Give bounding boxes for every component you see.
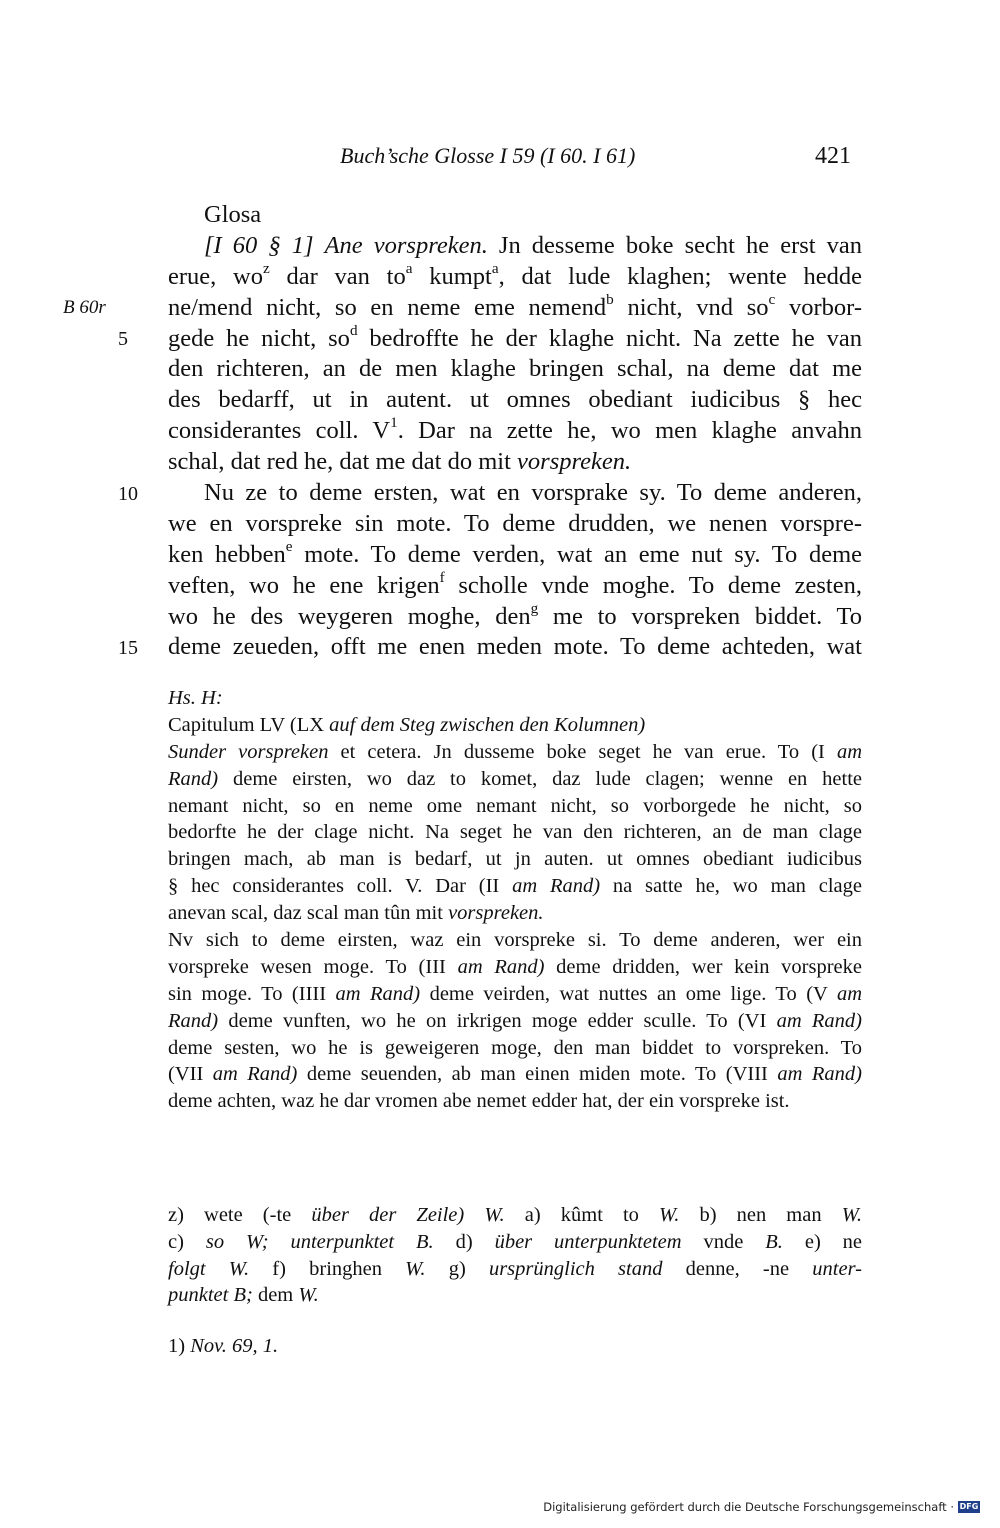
text-line: den richteren, an de men klaghe bringen schal, na deme dat me <box>168 355 862 383</box>
footnote-marker: a <box>405 259 413 277</box>
variant-line <box>168 766 862 793</box>
text-line: Nu ze to deme ersten, wat en vorsprake sy. To deme anderen, <box>204 479 862 507</box>
running-title: Buch’sche Glosse I 59 (I 60. I 61) <box>340 143 636 168</box>
text-fragment: schal, dat red he, dat me dat do mit <box>168 448 518 476</box>
variant-line: bedorfte he der clage nicht. Na seget he van den richteren, an de man clage <box>168 821 862 844</box>
text-fragment: g) <box>448 1257 489 1280</box>
text-fragment: (VII <box>168 1063 213 1086</box>
text-fragment: am Rand) <box>457 955 545 978</box>
source-note <box>168 1335 278 1358</box>
funding-footer <box>543 1500 980 1514</box>
text-fragment: W. <box>841 1204 863 1226</box>
main-text <box>168 200 862 663</box>
text-fragment: folgt W. <box>168 1257 250 1280</box>
footnote-z <box>168 1204 505 1226</box>
text-fragment: dem <box>252 1284 299 1307</box>
variant-line <box>168 900 862 927</box>
text-fragment: veften, wo he ene krigen <box>168 571 440 599</box>
text-fragment: punktet B; <box>168 1284 253 1307</box>
text-fragment: me to vorspreken biddet. To <box>538 602 862 630</box>
margin-folio-marker: B 60r <box>63 297 106 318</box>
line-number-15: 15 <box>118 637 138 659</box>
text-fragment: ken hebben <box>168 540 286 568</box>
variant-line <box>168 1061 862 1088</box>
variant-line <box>168 873 862 900</box>
variant-line <box>168 981 862 1008</box>
funding-text: Digitalisierung gefördert durch die Deutsche Forschungsgemeinschaft · <box>543 1500 954 1514</box>
footnote-b <box>699 1204 862 1226</box>
line-number-10: 10 <box>118 483 138 505</box>
text-fragment: Jn desseme boke secht he erst van <box>498 231 863 259</box>
text-fragment: am Rand) <box>777 1063 862 1086</box>
variant-line <box>168 1008 862 1035</box>
text-fragment: c) <box>168 1230 206 1253</box>
text-fragment: über der Zeile) W. <box>311 1204 505 1226</box>
page-number: 421 <box>815 143 851 169</box>
footnote-g <box>449 1258 862 1280</box>
footnote-a <box>525 1204 680 1226</box>
chapter-line <box>168 712 862 739</box>
text-fragment: wo he des weygeren moghe, den <box>168 602 531 630</box>
footnote-marker: b <box>606 290 614 308</box>
text-fragment: am Rand) <box>776 1009 863 1032</box>
text-line: we en vorspreke sin mote. To deme drudden, we nenen vorspre- <box>168 509 862 537</box>
text-fragment: gede he nicht, so <box>168 324 350 352</box>
footnote-marker: f <box>439 568 445 586</box>
text-fragment: vnde <box>681 1230 766 1253</box>
footnote-c <box>168 1231 434 1253</box>
text-fragment: b) nen man <box>699 1204 842 1226</box>
text-fragment: anevan scal, daz scal man tûn mit <box>168 902 449 925</box>
text-fragment: scholle vnde moghe. To deme zesten, <box>444 571 862 599</box>
text-fragment: deme veirden, wat nuttes an ome lige. To (V <box>420 982 837 1005</box>
text-fragment: f) bringhen <box>272 1257 406 1280</box>
footnote-f <box>272 1258 425 1280</box>
text-fragment: W. <box>405 1257 426 1280</box>
text-fragment: a) kûmt to <box>524 1204 660 1226</box>
text-fragment: vorspreke wesen moge. To (III <box>168 955 458 978</box>
footnote-marker: a <box>491 259 499 277</box>
footnote-marker: g <box>530 599 539 617</box>
text-fragment: na satte he, wo man clage <box>600 875 862 898</box>
text-fragment: considerantes coll. V <box>168 417 391 445</box>
variant-line <box>168 954 862 981</box>
variant-line: bringen mach, ab man is bedarf, ut jn auten. ut omnes obediant iudicibus <box>168 848 862 871</box>
text-line <box>168 290 862 324</box>
text-fragment: deme vunften, wo he on irkrigen moge edder sculle. To (VI <box>218 1009 777 1032</box>
text-fragment: so W; unterpunktet B. <box>205 1230 434 1253</box>
text-fragment: am Rand) <box>212 1063 298 1086</box>
text-fragment: am Rand) <box>335 982 421 1005</box>
text-fragment: W. <box>298 1284 319 1307</box>
text-fragment: vorbor- <box>775 293 862 321</box>
manuscript-label: Hs. H: <box>168 687 223 709</box>
footnote-marker: c <box>768 290 776 308</box>
text-fragment: § hec considerantes coll. V. Dar (II <box>168 875 513 898</box>
variant-line <box>168 739 862 766</box>
text-fragment: deme eirsten, wo daz to komet, daz lude clagen; wenne en hette <box>218 767 862 790</box>
text-fragment: nicht, vnd so <box>613 293 769 321</box>
text-fragment: erue, wo <box>168 262 263 290</box>
footnote-line <box>168 1282 862 1309</box>
text-fragment: auf dem Steg zwischen den Kolumnen) <box>329 713 646 736</box>
text-line <box>168 537 862 571</box>
dfg-logo-icon: DFG <box>959 1502 979 1511</box>
text-fragment: W. <box>659 1204 680 1226</box>
footnote-line <box>168 1229 862 1256</box>
text-fragment: Rand) <box>168 767 219 790</box>
text-fragment: [I 60 § 1] <box>204 231 314 259</box>
footnote-marker: d <box>349 321 358 339</box>
text-fragment: Nov. 69, 1. <box>190 1335 279 1357</box>
text-fragment: vorspreken. <box>517 448 632 476</box>
text-fragment: Capitulum LV (LX <box>168 713 330 736</box>
text-fragment: Rand) <box>168 1009 219 1032</box>
text-fragment: z) wete (-te <box>168 1204 312 1226</box>
text-fragment: . Dar na zette he, wo men klaghe anvahn <box>397 417 863 445</box>
text-line: deme zeueden, offt me enen meden mote. To deme achteden, wat <box>168 633 862 661</box>
footnote-line <box>168 1202 862 1229</box>
text-line: des bedarff, ut in autent. ut omnes obediant iudicibus § hec <box>168 386 862 414</box>
text-fragment: et cetera. Jn dusseme boke seget he van erue. To (I <box>328 740 837 763</box>
text-fragment: deme seuenden, ab man einen miden mote. To (VIII <box>297 1063 778 1086</box>
line-number-5: 5 <box>118 328 128 350</box>
text-fragment: kumpt <box>412 262 492 290</box>
text-fragment: deme dridden, wer kein vorspreke <box>544 955 863 978</box>
text-fragment: dar van to <box>269 262 406 290</box>
text-fragment: unter- <box>812 1257 862 1280</box>
text-fragment: über unterpunktetem <box>494 1230 682 1253</box>
footnote-d <box>456 1231 783 1253</box>
text-line <box>168 321 862 355</box>
text-fragment: am <box>836 740 862 763</box>
text-line <box>168 416 862 447</box>
footnote-marker: z <box>262 259 270 277</box>
text-fragment: am Rand) <box>512 875 601 898</box>
footnote-marker: e <box>285 537 293 555</box>
text-fragment: B. <box>765 1230 783 1253</box>
section-heading: Glosa <box>204 201 262 228</box>
text-fragment: bedroffte he der klaghe nicht. Na zette he van <box>357 324 862 352</box>
text-fragment: , dat lude klaghen; wente hedde <box>498 262 862 290</box>
text-line <box>168 259 862 293</box>
text-fragment: denne, -ne <box>662 1257 813 1280</box>
text-fragment: mote. To deme verden, wat an eme nut sy. To deme <box>292 540 862 568</box>
manuscript-variant-block <box>168 685 862 1115</box>
text-fragment: vorspreken. <box>448 902 544 925</box>
text-line <box>168 231 862 262</box>
text-fragment: ne/mend nicht, so en neme eme nemend <box>168 293 607 321</box>
text-line <box>168 599 862 633</box>
footnote-marker: 1 <box>390 414 398 432</box>
variant-line: deme achten, waz he dar vromen abe nemet edder hat, der ein vorspreke ist. <box>168 1090 790 1113</box>
text-fragment: 1) <box>168 1335 191 1357</box>
variant-line: nemant nicht, so en neme ome nemant nicht, so vorborgede he nicht, so <box>168 794 862 817</box>
lemma: Ane vorspreken. <box>324 231 488 259</box>
text-fragment: Sunder vorspreken <box>168 740 329 763</box>
footnote-e: e) ne <box>804 1230 863 1253</box>
text-fragment: sin moge. To (IIII <box>168 982 336 1005</box>
text-fragment: ursprünglich stand <box>488 1257 663 1280</box>
footnote-apparatus <box>168 1202 862 1309</box>
variant-line: Nv sich to deme eirsten, waz ein vorspreke si. To deme anderen, wer ein <box>168 929 862 952</box>
text-line <box>168 447 862 478</box>
text-fragment: am <box>836 982 863 1005</box>
text-line <box>168 568 862 602</box>
footnote-line <box>168 1256 862 1283</box>
text-fragment: d) <box>455 1230 495 1253</box>
variant-line: deme sesten, wo he is geweigeren moge, den man biddet to vorspreken. To <box>168 1036 862 1059</box>
